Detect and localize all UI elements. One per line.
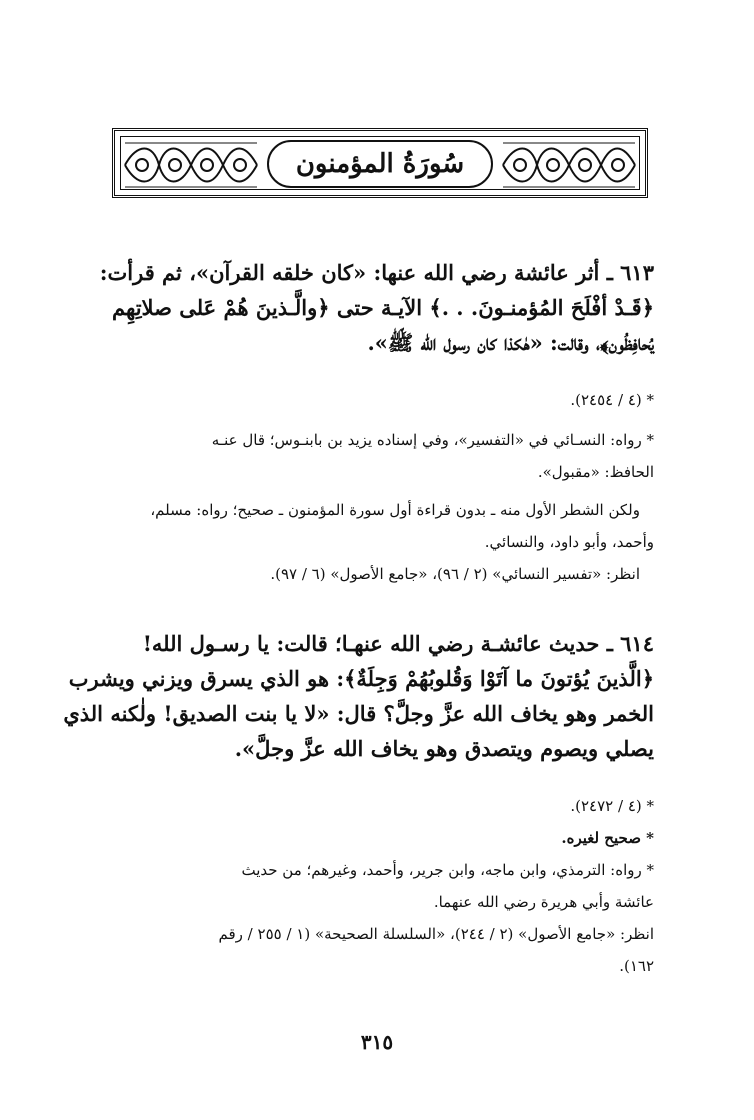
see-also: انظر: «جامع الأصول» (٢ / ٢٤٤)، «السلسلة الصحيحة» (١ / ٢٥٥ / رقم [218,925,654,943]
reference: * (٤ / ٢٤٥٤). [570,391,654,409]
title-cartouche [267,140,493,188]
hadith-614-line: الخمر وهو يخاف الله عزَّ وجلَّ؟ قال: «لا يا بنت الصديق! ولٰكنه الذي [63,701,654,726]
see-also: ١٦٢). [619,957,654,975]
surah-title: سُورَةُ المؤمنون [295,149,465,179]
narration-line: عائشة وأبي هريرة رضي الله عنهما. [433,893,654,911]
narration-line: الحافظ: «مقبول». [537,463,654,481]
notes-614 [96,790,654,982]
notes-613 [96,384,654,590]
hadith-614 [63,626,654,766]
hadith-614-line: ﴿الَّذينَ يُؤتونَ ما آتَوْا وَقُلوبُهُمْ وَجِلَةٌ﴾: هو الذي يسرق ويزني ويشرب [68,666,654,691]
hadith-614-line: ٦١٤ ـ حديث عائشـة رضي الله عنهـا؛ قالت: يا رسـول الله! [142,631,654,656]
authenticity-line: وأحمد، وأبو داود، والنسائي. [484,533,654,551]
arabesque-ornament-icon [499,137,639,193]
narration-line: * رواه: الترمذي، وابن ماجه، وابن جرير، وأحمد، وغيرهم؛ من حديث [241,861,654,879]
page-number: ٣١٥ [360,1030,394,1054]
hadith-613-line: ﴿قَـدْ أفْلَحَ المُؤمنـونَ. . .﴾ الآيـة حتى ﴿والَّـذينَ هُمْ عَلى صلاتِهِم [112,295,654,320]
hadith-613 [96,255,654,360]
arabesque-ornament-icon [121,137,261,193]
see-also: انظر: «تفسير النسائي» (٢ / ٩٦)، «جامع الأصول» (٦ / ٩٧). [270,565,640,583]
narration-line: * رواه: النسـائي في «التفسير»، وفي إسناده يزيد بن بابنـوس؛ قال عنـه [211,431,654,449]
reference: * (٤ / ٢٤٧٢). [570,797,654,815]
grade: * صحيح لغيره. [561,829,654,847]
hadith-613-line: يُحافِظُون﴾، وقالت: «هٰكذا كان رسول الله ﷺ». [367,330,654,355]
hadith-614-line: يصلي ويصوم ويتصدق وهو يخاف الله عزَّ وجلَّ». [234,736,654,761]
authenticity-line: ولكن الشطر الأول منه ـ بدون قراءة أول سورة المؤمنون ـ صحيح؛ رواه: مسلم، [150,501,640,519]
surah-title-banner [112,128,648,198]
hadith-613-line: ٦١٣ ـ أثر عائشة رضي الله عنها: «كان خلقه القرآن»، ثم قرأت: [99,260,654,285]
